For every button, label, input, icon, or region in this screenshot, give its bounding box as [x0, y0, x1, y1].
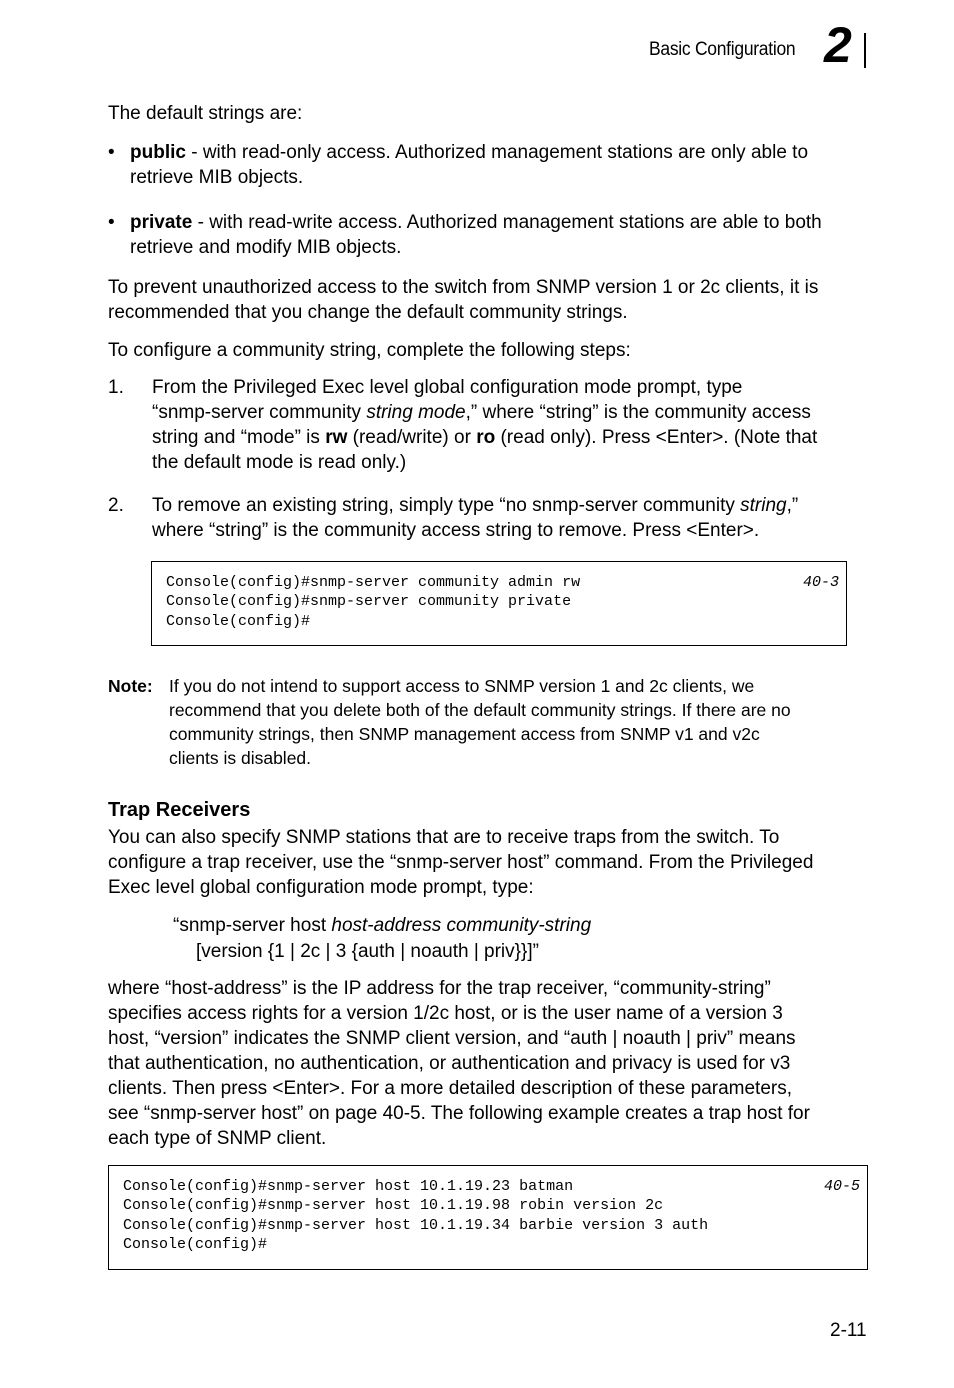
paragraph-line: where “host-address” is the IP address for the trap receiver, “community-string”	[108, 978, 771, 999]
bold-run: ro	[476, 427, 496, 448]
bullet-item-private	[130, 210, 870, 260]
code-line: Console(config)#	[123, 1235, 268, 1253]
trap-intro-paragraph	[108, 825, 888, 900]
step-number: 1.	[108, 377, 124, 398]
note-label: Note:	[108, 676, 153, 696]
paragraph-line: Exec level global configuration mode prompt, type:	[108, 877, 534, 898]
code-line: Console(config)#snmp-server host 10.1.19.98 robin version 2c	[123, 1197, 664, 1215]
bullet-term: private	[130, 212, 193, 233]
code-line: Console(config)#snmp-server host 10.1.19.34 barbie version 3 auth	[123, 1216, 709, 1234]
prevent-paragraph	[108, 275, 878, 325]
bullet-line: retrieve and modify MIB objects.	[130, 237, 402, 258]
text-run: ,”	[786, 495, 799, 516]
command-reference: 40-3	[802, 574, 839, 591]
note-line: recommend that you delete both of the default community strings. If there are no	[169, 700, 791, 720]
code-line: Console(config)#snmp-server community private	[166, 593, 572, 611]
italic-run: string mode	[366, 402, 466, 423]
note-line: If you do not intend to support access to SNMP version 1 and 2c clients, we	[169, 676, 755, 696]
text-run: “snmp-server community	[152, 402, 367, 423]
paragraph-line: To prevent unauthorized access to the switch from SNMP version 1 or 2c clients, it is	[108, 277, 819, 298]
paragraph-line: see “snmp-server host” on page 40-5. The following example creates a trap host for	[108, 1103, 810, 1124]
text-run: string and “mode” is	[152, 427, 326, 448]
text-run: (read only). Press <Enter>. (Note that	[495, 427, 818, 448]
bullet-line	[130, 140, 870, 165]
text-run: “snmp-server host	[173, 915, 332, 936]
paragraph-line: You can also specify SNMP stations that are to receive traps from the switch. To	[108, 827, 780, 848]
paragraph-line: configure a trap receiver, use the “snmp-server host” command. From the Privileged	[108, 852, 814, 873]
page-number: 2-11	[830, 1320, 867, 1341]
paragraph-line: each type of SNMP client.	[108, 1128, 327, 1149]
code-line: Console(config)#	[166, 612, 311, 630]
where-paragraph	[108, 976, 888, 1151]
text-run: ,” where “string” is the community access	[465, 402, 811, 423]
bullet-term: public	[130, 142, 186, 163]
running-header: Basic Configuration	[649, 39, 796, 60]
italic-run: host-address community-string	[331, 915, 592, 936]
step-line	[152, 493, 882, 518]
bullet-marker: •	[108, 142, 115, 163]
section-heading: Trap Receivers	[108, 799, 251, 821]
paragraph-line: recommended that you change the default community strings.	[108, 302, 628, 323]
configure-paragraph: To configure a community string, complete the following steps:	[108, 340, 631, 361]
italic-run: string	[740, 495, 787, 516]
bullet-marker: •	[108, 212, 115, 233]
step-1	[152, 375, 882, 475]
bullet-line	[130, 210, 870, 235]
syntax-line: [version {1 | 2c | 3 {auth | noauth | priv}}]”	[196, 941, 539, 962]
step-line: From the Privileged Exec level global configuration mode prompt, type	[152, 377, 743, 398]
syntax-line	[173, 913, 591, 938]
note-line: community strings, then SNMP management access from SNMP v1 and v2c	[169, 724, 760, 744]
step-line	[152, 400, 882, 425]
code-line: Console(config)#snmp-server community admin rw	[166, 574, 581, 591]
note-line: clients is disabled.	[169, 748, 312, 768]
bold-run: rw	[325, 427, 348, 448]
bullet-item-public	[130, 140, 870, 190]
paragraph-line: specifies access rights for a version 1/2c host, or is the user name of a version 3	[108, 1003, 783, 1024]
code-line: Console(config)#snmp-server host 10.1.19.23 batman	[123, 1178, 574, 1195]
paragraph-line: host, “version” indicates the SNMP client version, and “auth | noauth | priv” means	[108, 1028, 796, 1049]
code-block-trap-host	[108, 1165, 868, 1270]
paragraph-line: that authentication, no authentication, or authentication and privacy is used for v3	[108, 1053, 791, 1074]
text-run: (read/write) or	[347, 427, 477, 448]
bullet-desc: - with read-write access. Authorized management stations are able to both	[192, 212, 822, 233]
step-line: the default mode is read only.)	[152, 452, 407, 473]
intro-text: The default strings are:	[108, 103, 303, 124]
bullet-line: retrieve MIB objects.	[130, 167, 304, 188]
command-reference: 40-5	[823, 1178, 860, 1195]
chapter-rule	[864, 33, 866, 68]
chapter-number: 2	[824, 17, 852, 73]
code-block-community	[151, 561, 847, 646]
text-run: To remove an existing string, simply type “no snmp-server community	[152, 495, 741, 516]
step-line: where “string” is the community access string to remove. Press <Enter>.	[152, 520, 760, 541]
step-line	[152, 425, 882, 450]
step-2	[152, 493, 882, 543]
bullet-desc: - with read-only access. Authorized management stations are only able to	[185, 142, 809, 163]
step-number: 2.	[108, 495, 124, 516]
note-body	[169, 674, 879, 770]
paragraph-line: clients. Then press <Enter>. For a more detailed description of these parameters,	[108, 1078, 792, 1099]
